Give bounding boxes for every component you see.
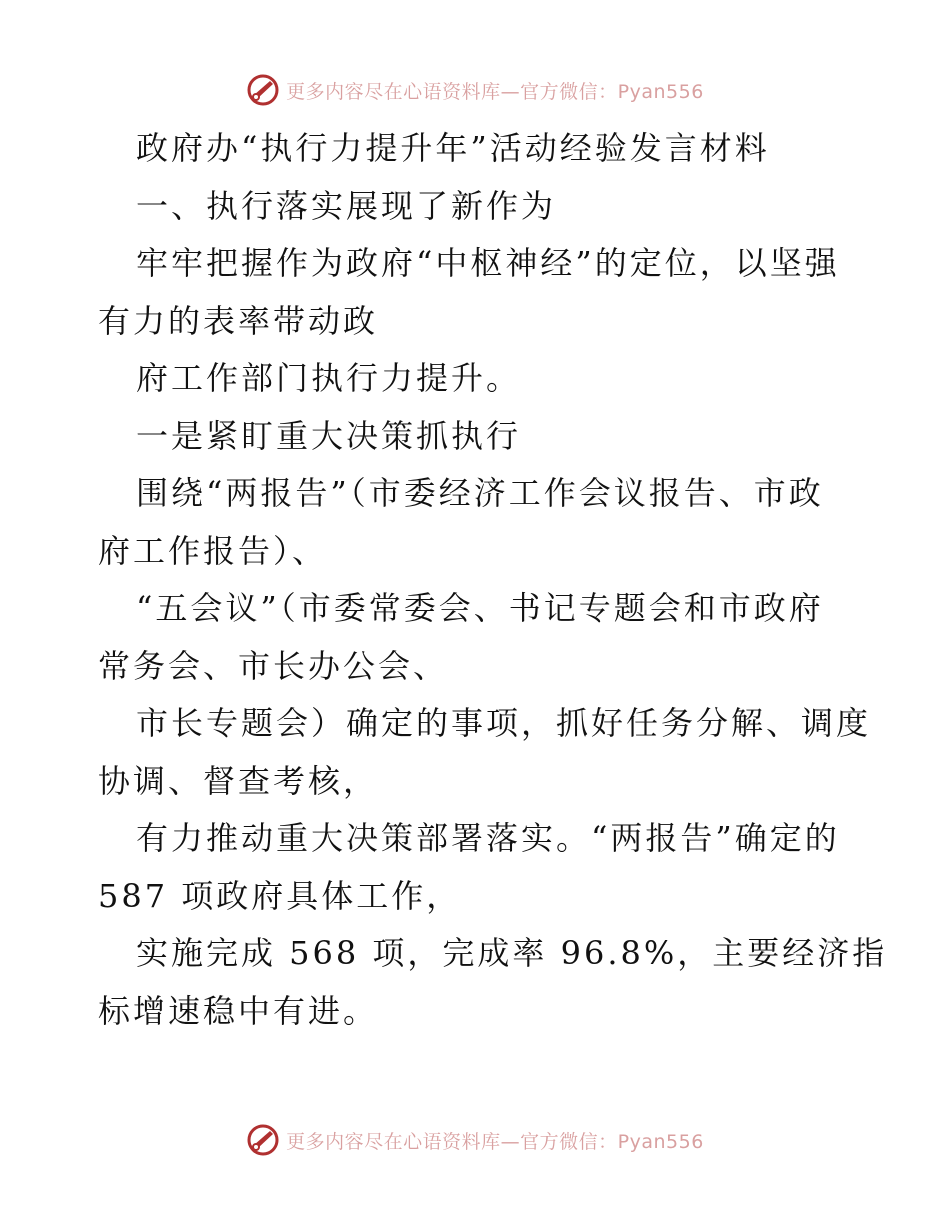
paragraph-line: 府工作报告）、 xyxy=(98,531,328,570)
header-watermark xyxy=(0,70,950,110)
paragraph-line: 市长专题会）确定的事项，抓好任务分解、调度 xyxy=(136,704,872,742)
paragraph-line: “五会议”（市委常委会、书记专题会和市政府 xyxy=(136,589,824,627)
footer-watermark xyxy=(0,1120,950,1160)
paragraph-line: 一、执行落实展现了新作为 xyxy=(136,186,557,225)
paragraph-line: 政府办“执行力提升年”活动经验发言材料 xyxy=(136,129,770,167)
paragraph-line: 有力推动重大决策部署落实。“两报告”确定的 xyxy=(136,819,840,857)
watermark-text: 更多内容尽在心语资料库—官方微信：Pyan556 xyxy=(286,1130,704,1153)
paragraph-line: 587 项政府具体工作， xyxy=(98,876,462,915)
paragraph-line: 实施完成 568 项，完成率 96.8%，主要经济指 xyxy=(136,934,888,972)
paragraph-line: 有力的表率带动政 xyxy=(98,301,379,340)
paragraph-line: 府工作部门执行力提升。 xyxy=(136,359,522,397)
stamp-logo-icon xyxy=(246,1123,280,1157)
paragraph-line: 协调、督查考核， xyxy=(98,761,379,800)
stamp-logo-icon xyxy=(246,73,280,107)
paragraph-line: 一是紧盯重大决策抓执行 xyxy=(136,416,522,455)
paragraph-line: 牢牢把握作为政府“中枢神经”的定位，以坚强 xyxy=(136,244,840,282)
paragraph-line: 常务会、市长办公会、 xyxy=(98,646,449,685)
paragraph-line: 围绕“两报告”（市委经济工作会议报告、市政 xyxy=(136,474,824,512)
document-body xyxy=(98,120,888,1040)
paragraph-line: 标增速稳中有进。 xyxy=(98,991,379,1030)
watermark-text: 更多内容尽在心语资料库—官方微信：Pyan556 xyxy=(286,80,704,103)
